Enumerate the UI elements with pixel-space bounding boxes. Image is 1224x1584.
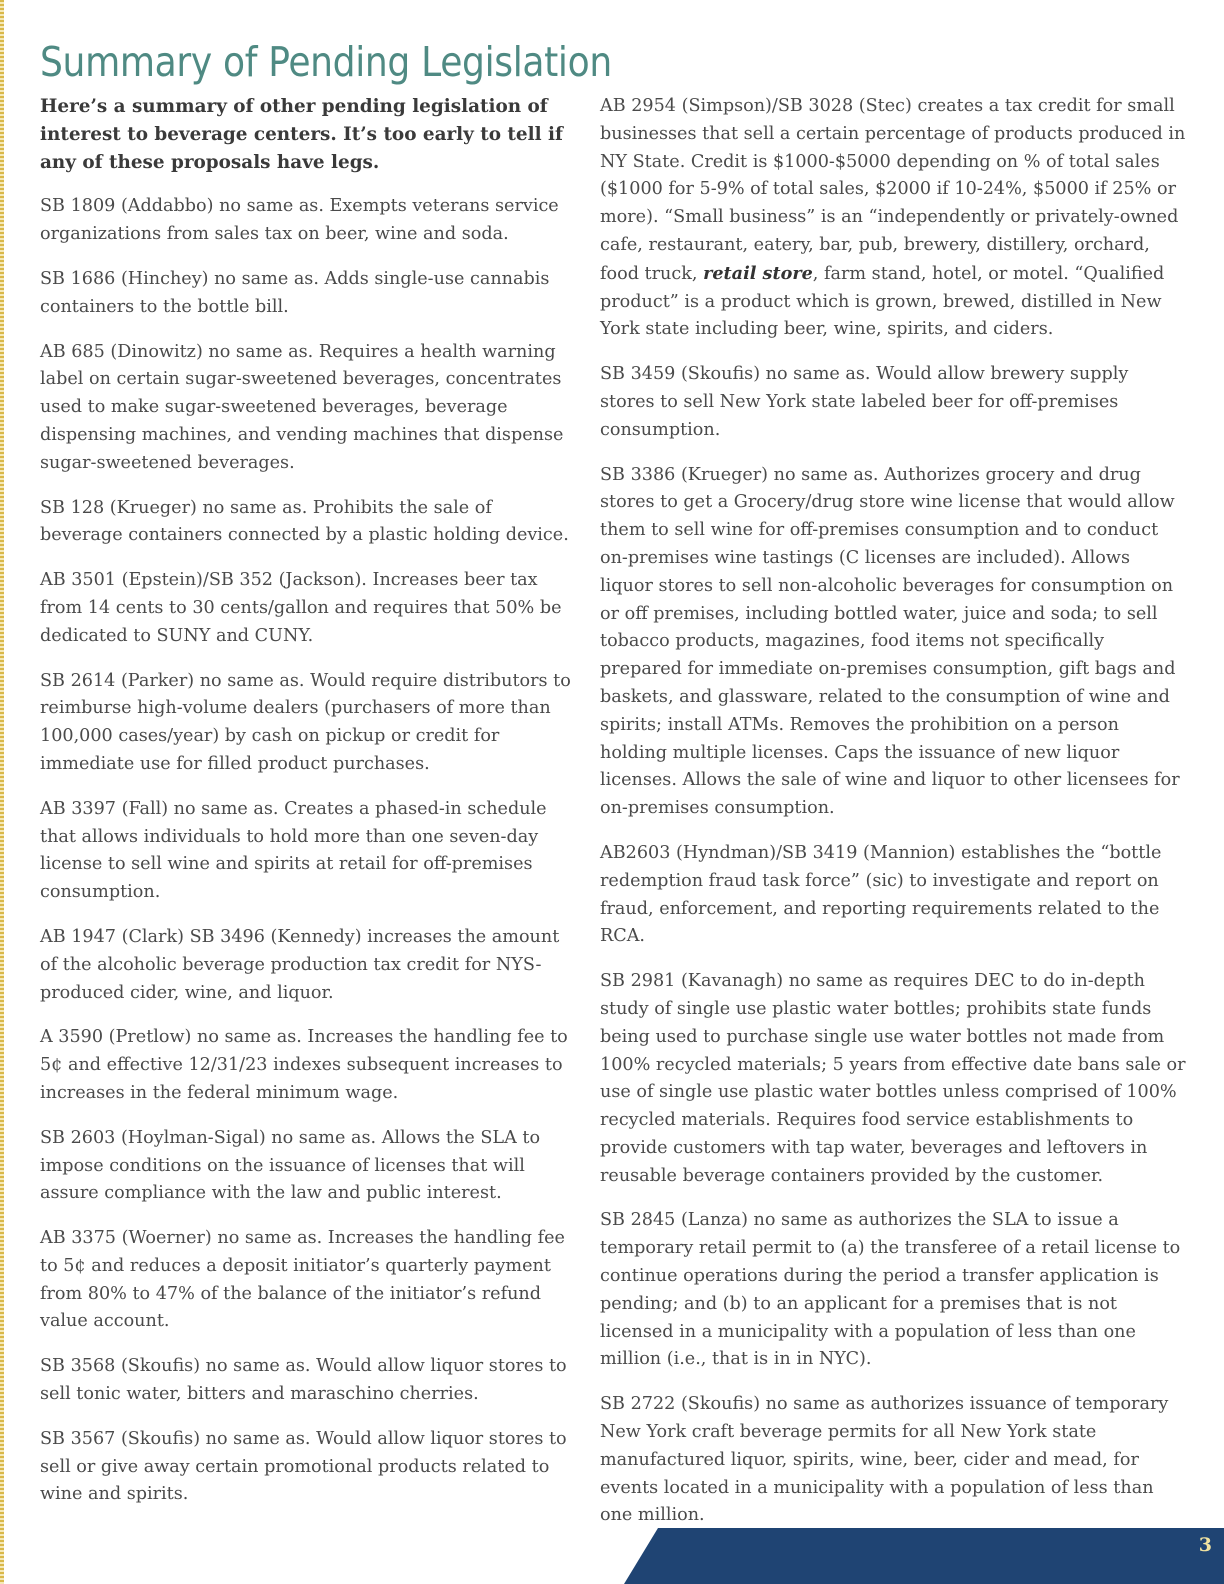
bill-ab2954-text-before: AB 2954 (Simpson)/SB 3028 (Stec) creates a tax credit for small businesses that sell a certain percentage of products produced in NY State. Credit is $1000-$5000 depending on % of total sales ($1000 for 5-9% of total sales, $2000 if 10-24%, $5000 if 25% or more). “Small business” is an “independently or privately-owned cafe, restaurant, eatery, bar, pub, brewery, distillery, orchard, food truck,	[600, 96, 1186, 284]
bill-sb2722: SB 2722 (Skoufis) no same as authorizes issuance of temporary New York craft beverage permits for all New York state manufactured liquor, spirits, wine, beer, cider and mead, for events located in a municipality with a population of less than one million.	[600, 1394, 1169, 1526]
page-number: 3	[1198, 1534, 1212, 1556]
bill-sb2981: SB 2981 (Kavanagh) no same as requires DEC to do in-depth study of single use plastic water bottles; prohibits state funds being used to purchase single use water bottles not made from 100% recycled materials; 5 years from effective date bans sale or use of single use plastic water bottles unless comprised of 100% recycled materials. Requires food service establishments to provide customers with tap water, beverages and leftovers in reusable beverage containers provided by the customer.	[600, 971, 1186, 1186]
bill-sb2614: SB 2614 (Parker) no same as. Would require distributors to reimburse high-volume dealers (purchasers of more than 100,000 cases/year) by cash on pickup or credit for immediate use for filled product purchases.	[40, 670, 571, 774]
left-edge-rule	[0, 0, 4, 1584]
bill-sb1686: SB 1686 (Hinchey) no same as. Adds single-use cannabis containers to the bottle bill.	[40, 268, 550, 317]
bill-ab3501: AB 3501 (Epstein)/SB 352 (Jackson). Increases beer tax from 14 cents to 30 cents/gallon and requires that 50% be dedicated to SUNY and CUNY.	[40, 570, 562, 646]
page-title: Summary of Pending Legislation	[40, 38, 612, 86]
bill-sb3568: SB 3568 (Skoufis) no same as. Would allow liquor stores to sell tonic water, bitters and maraschino cherries.	[40, 1356, 567, 1405]
bill-sb2845: SB 2845 (Lanza) no same as authorizes the SLA to issue a temporary retail permit to (a) the transferee of a retail license to continue operations during the period a transfer application is pending; and (b) to an applicant for a premises that is not licensed in a municipality with a population of less than one million (i.e., that is in in NYC).	[600, 1210, 1181, 1370]
bill-ab2954	[600, 93, 1188, 344]
bill-a3590: A 3590 (Pretlow) no same as. Increases the handling fee to 5¢ and effective 12/31/23 indexes subsequent increases to increases in the federal minimum wage.	[40, 1027, 568, 1103]
bill-ab685: AB 685 (Dinowitz) no same as. Requires a health warning label on certain sugar-sweetened beverages, concentrates used to make sugar-sweetened beverages, beverage dispensing machines, and vending machines that dispense sugar-sweetened beverages.	[40, 341, 564, 473]
bill-ab2603: AB2603 (Hyndman)/SB 3419 (Mannion) establishes the “bottle redemption fraud task force” (sic) to investigate and report on fraud, enforcement, and reporting requirements related to the RCA.	[600, 842, 1162, 947]
left-column	[40, 93, 580, 1526]
bill-sb1809: SB 1809 (Addabbo) no same as. Exempts veterans service organizations from sales tax on beer, wine and soda.	[40, 196, 559, 245]
bill-sb3386: SB 3386 (Krueger) no same as. Authorizes grocery and drug stores to get a Grocery/drug store wine license that would allow them to sell wine for off-premises consumption and to conduct on-premises wine tastings (C licenses are included). Allows liquor stores to sell non-alcoholic beverages for consumption on or off premises, including bottled water, juice and soda; to sell tobacco products, magazines, food items not specifically prepared for immediate on-premises consumption, gift bags and baskets, and glassware, related to the consumption of wine and spirits; install ATMs. Removes the prohibition on a person holding multiple licenses. Caps the issuance of new liquor licenses. Allows the sale of wine and liquor to other licensees for on-premises consumption.	[600, 464, 1180, 819]
bill-ab1947: AB 1947 (Clark) SB 3496 (Kennedy) increases the amount of the alcoholic beverage production tax credit for NYS-produced cider, wine, and liquor.	[40, 926, 560, 1003]
footer-band	[624, 1528, 1224, 1584]
bill-ab3375: AB 3375 (Woerner) no same as. Increases the handling fee to 5¢ and reduces a deposit initiator’s quarterly payment from 80% to 47% of the balance of the initiator’s refund value account.	[40, 1228, 565, 1332]
bill-sb2603: SB 2603 (Hoylman-Sigal) no same as. Allows the SLA to impose conditions on the issuance of licenses that will assure compliance with the law and public interest.	[40, 1127, 541, 1204]
right-column	[600, 93, 1188, 1547]
bill-sb128: SB 128 (Krueger) no same as. Prohibits the sale of beverage containers connected by a plastic holding device.	[40, 497, 569, 546]
bill-ab3397: AB 3397 (Fall) no same as. Creates a phased-in schedule that allows individuals to hold more than one seven-day license to sell wine and spirits at retail for off-premises consumption.	[40, 798, 547, 903]
bill-sb3567: SB 3567 (Skoufis) no same as. Would allow liquor stores to sell or give away certain promotional products related to wine and spirits.	[40, 1428, 567, 1505]
intro-paragraph: Here’s a summary of other pending legislation of interest to beverage centers. It’s too early to tell if any of these proposals have legs.	[40, 96, 563, 173]
bill-sb3459: SB 3459 (Skoufis) no same as. Would allow brewery supply stores to sell New York state labeled beer for off-premises consumption.	[600, 364, 1129, 440]
bill-ab2954-text-after: , farm stand, hotel, or motel. “Qualified product” is a product which is grown, brewed, distilled in New York state including beer, wine, spirits, and ciders.	[600, 263, 1165, 340]
bill-ab2954-emphasis: retail store	[703, 262, 813, 284]
